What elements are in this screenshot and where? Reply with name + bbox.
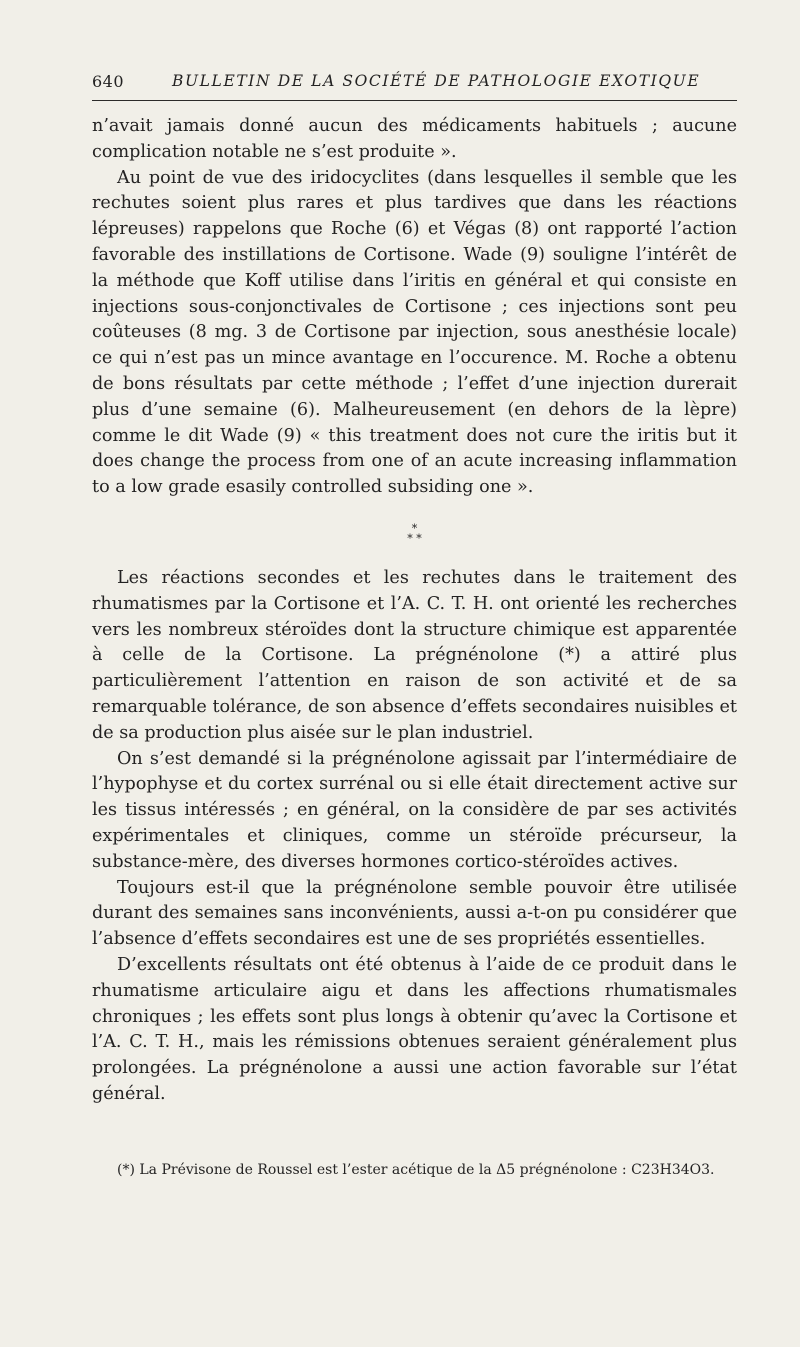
- header-rule: [92, 100, 737, 101]
- page-number: 640: [92, 72, 125, 91]
- running-title: BULLETIN DE LA SOCIÉTÉ DE PATHOLOGIE EXOTIQUE: [172, 72, 701, 90]
- body-text: [92, 114, 737, 1108]
- paragraph: n’avait jamais donné aucun des médicaments habituels ; aucune complication notable ne s’est produite ».: [92, 116, 737, 162]
- paragraph: Au point de vue des iridocyclites (dans lesquelles il semble que les rechutes soient plus rares et plus tardives que dans les réactions lépreuses) rappelons que Roche (6) et Végas (8) ont rapporté l’action favorable des instillations de Cortisone. Wade (9) souligne l’intérêt de la méthode que Koff utilise dans l’iritis en général et qui consiste en injections sous-conjonctivales de Cortisone ; ces injections sont peu coûteuses (8 mg. 3 de Cortisone par injection, sous anesthésie locale) ce qui n’est pas un mince avantage en l’occurence. M. Roche a obtenu de bons résultats par cette méthode ; l’effet d’une injection durerait plus d’une semaine (6). Malheureusement (en dehors de la lèpre) comme le dit Wade (9) « this treatment does not cure the iritis but it does change the process from one of an acute increasing inflammation to a low grade esasily controlled subsiding one ».: [92, 167, 737, 498]
- paragraph: D’excellents résultats ont été obtenus à l’aide de ce produit dans le rhumatisme articulaire aigu et dans les affections rhumatismales chroniques ; les effets sont plus longs à obtenir qu’avec la Cortisone et l’A. C. T. H., mais les rémissions obtenues seraient généralement plus prolongées. La prégnénolone a aussi une action favorable sur l’état général.: [92, 954, 737, 1104]
- section-break-stars: * *: [407, 531, 422, 545]
- section-break-star: *: [411, 521, 418, 535]
- paragraph: Les réactions secondes et les rechutes dans le traitement des rhumatismes par la Cortisone et l’A. C. T. H. ont orienté les recherches vers les nombreux stéroïdes dont la structure chimique est apparentée à celle de la Cortisone. La prégnénolone (*) a attiré plus particulièrement l’attention en raison de son activité et de sa remarquable tolérance, de son absence d’effets secondaires nuisibles et de sa production plus aisée sur le plan industriel.: [92, 567, 737, 743]
- footnote-text: (*) La Prévisone de Roussel est l’ester acétique de la Δ5 prégnénolone : C23H34O3.: [117, 1162, 715, 1178]
- section-break: [92, 523, 737, 543]
- footnote: [92, 1160, 737, 1181]
- page-header: [92, 68, 737, 94]
- paragraph: On s’est demandé si la prégnénolone agissait par l’intermédiaire de l’hypophyse et du cortex surrénal ou si elle était directement active sur les tissus intéressés ; en général, on la considère de par ses activités expérimentales et cliniques, comme un stéroïde précurseur, la substance-mère, des diverses hormones cortico-stéroïdes actives.: [92, 748, 737, 872]
- paragraph: Toujours est-il que la prégnénolone semble pouvoir être utilisée durant des semaines sans inconvénients, aussi a-t-on pu considérer que l’absence d’effets secondaires est une de ses propriétés essentielles.: [92, 877, 737, 950]
